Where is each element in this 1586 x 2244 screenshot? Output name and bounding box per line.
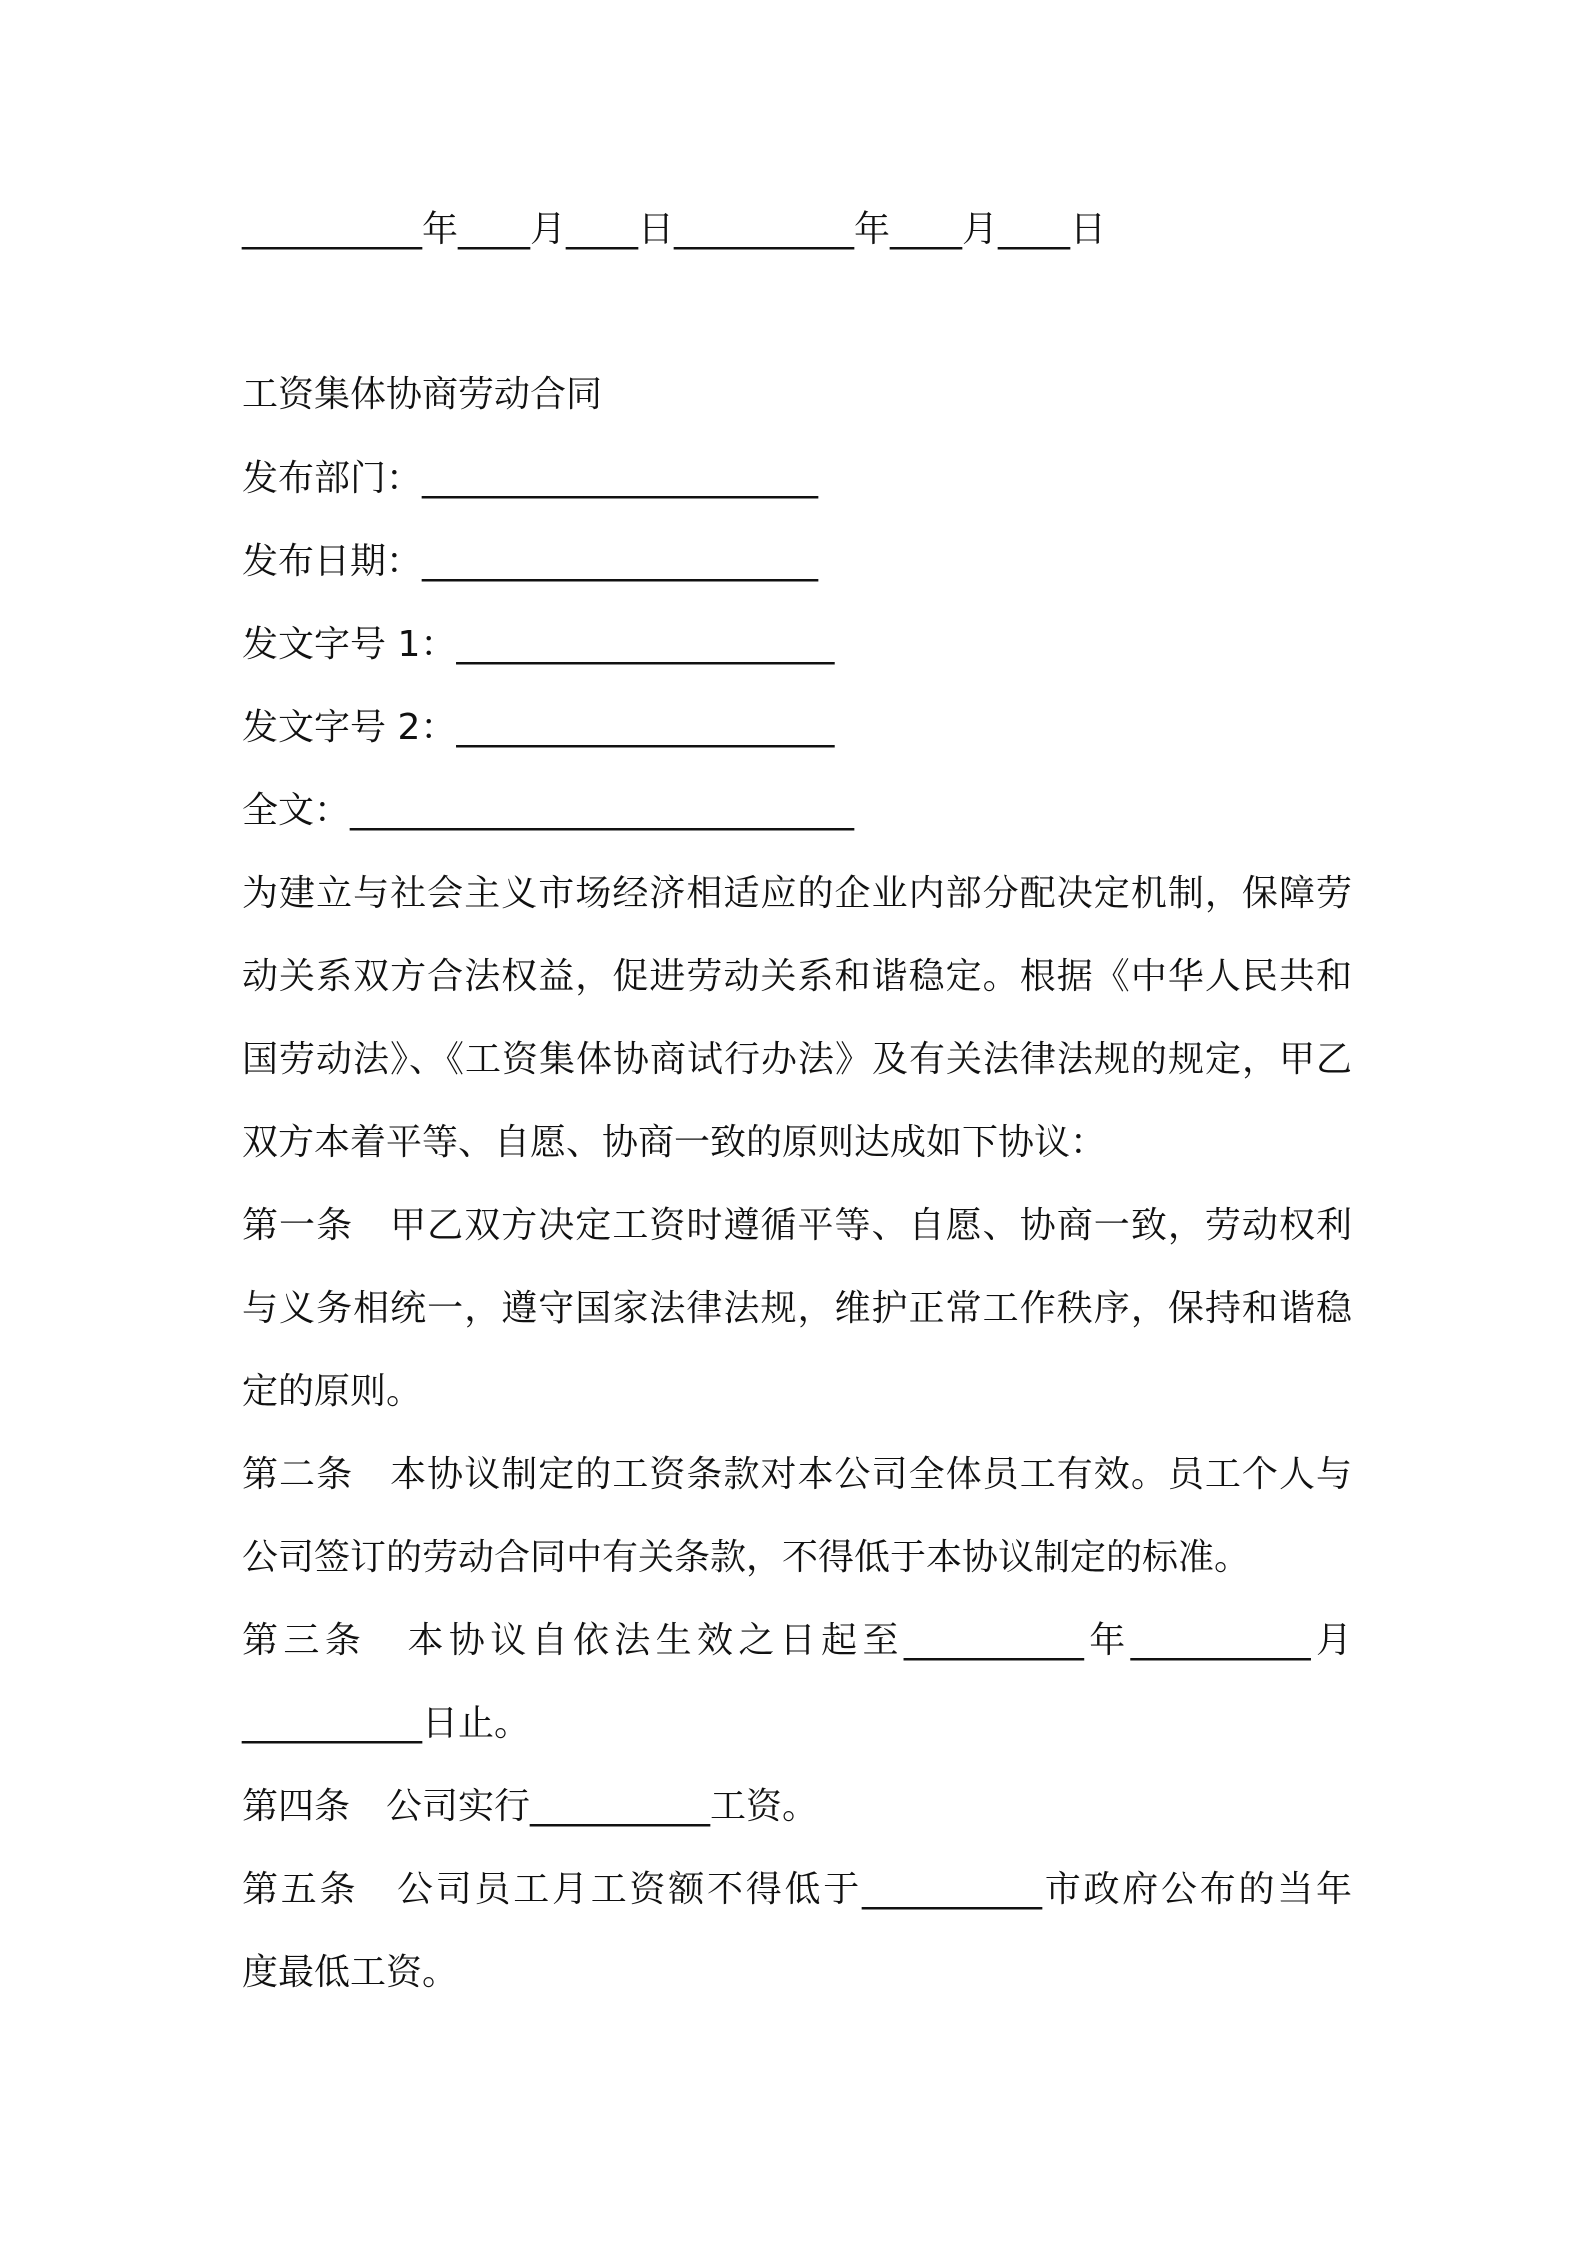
date-line: __________年____月____日__________年____月____日 bbox=[242, 209, 1106, 250]
meta-department: 发布部门：______________________ bbox=[242, 458, 819, 499]
meta-full-text: 全文：____________________________ bbox=[242, 790, 855, 831]
article-2-line: 公司签订的劳动合同中有关条款，不得低于本协议制定的标准。 bbox=[242, 1537, 1251, 1578]
document-title: 工资集体协商劳动合同 bbox=[242, 374, 603, 415]
article-4-line: 第四条 公司实行__________工资。 bbox=[242, 1786, 819, 1827]
article-5-line: 第五条 公司员工月工资额不得低于__________市政府公布的当年 bbox=[242, 1869, 1352, 1910]
preamble-line: 国劳动法》、《工资集体协商试行办法》及有关法律法规的规定，甲乙 bbox=[242, 1039, 1352, 1080]
article-1-line: 与义务相统一，遵守国家法律法规，维护正常工作秩序，保持和谐稳 bbox=[242, 1288, 1352, 1329]
article-3-line: __________日止。 bbox=[242, 1703, 531, 1744]
article-5-line: 度最低工资。 bbox=[242, 1952, 459, 1993]
meta-doc-no-1: 发文字号 1：_____________________ bbox=[242, 624, 835, 665]
preamble-line: 为建立与社会主义市场经济相适应的企业内部分配决定机制，保障劳 bbox=[242, 873, 1352, 914]
article-3-line: 第三条 本协议自依法生效之日起至__________年__________月 bbox=[242, 1620, 1352, 1661]
meta-date: 发布日期：______________________ bbox=[242, 541, 819, 582]
article-1-line: 第一条 甲乙双方决定工资时遵循平等、自愿、协商一致，劳动权利 bbox=[242, 1205, 1352, 1246]
meta-doc-no-2: 发文字号 2：_____________________ bbox=[242, 707, 835, 748]
preamble-line: 动关系双方合法权益，促进劳动关系和谐稳定。根据《中华人民共和 bbox=[242, 956, 1352, 997]
article-2-line: 第二条 本协议制定的工资条款对本公司全体员工有效。员工个人与 bbox=[242, 1454, 1352, 1495]
preamble-line: 双方本着平等、自愿、协商一致的原则达成如下协议： bbox=[242, 1122, 1107, 1163]
article-1-line: 定的原则。 bbox=[242, 1371, 423, 1412]
